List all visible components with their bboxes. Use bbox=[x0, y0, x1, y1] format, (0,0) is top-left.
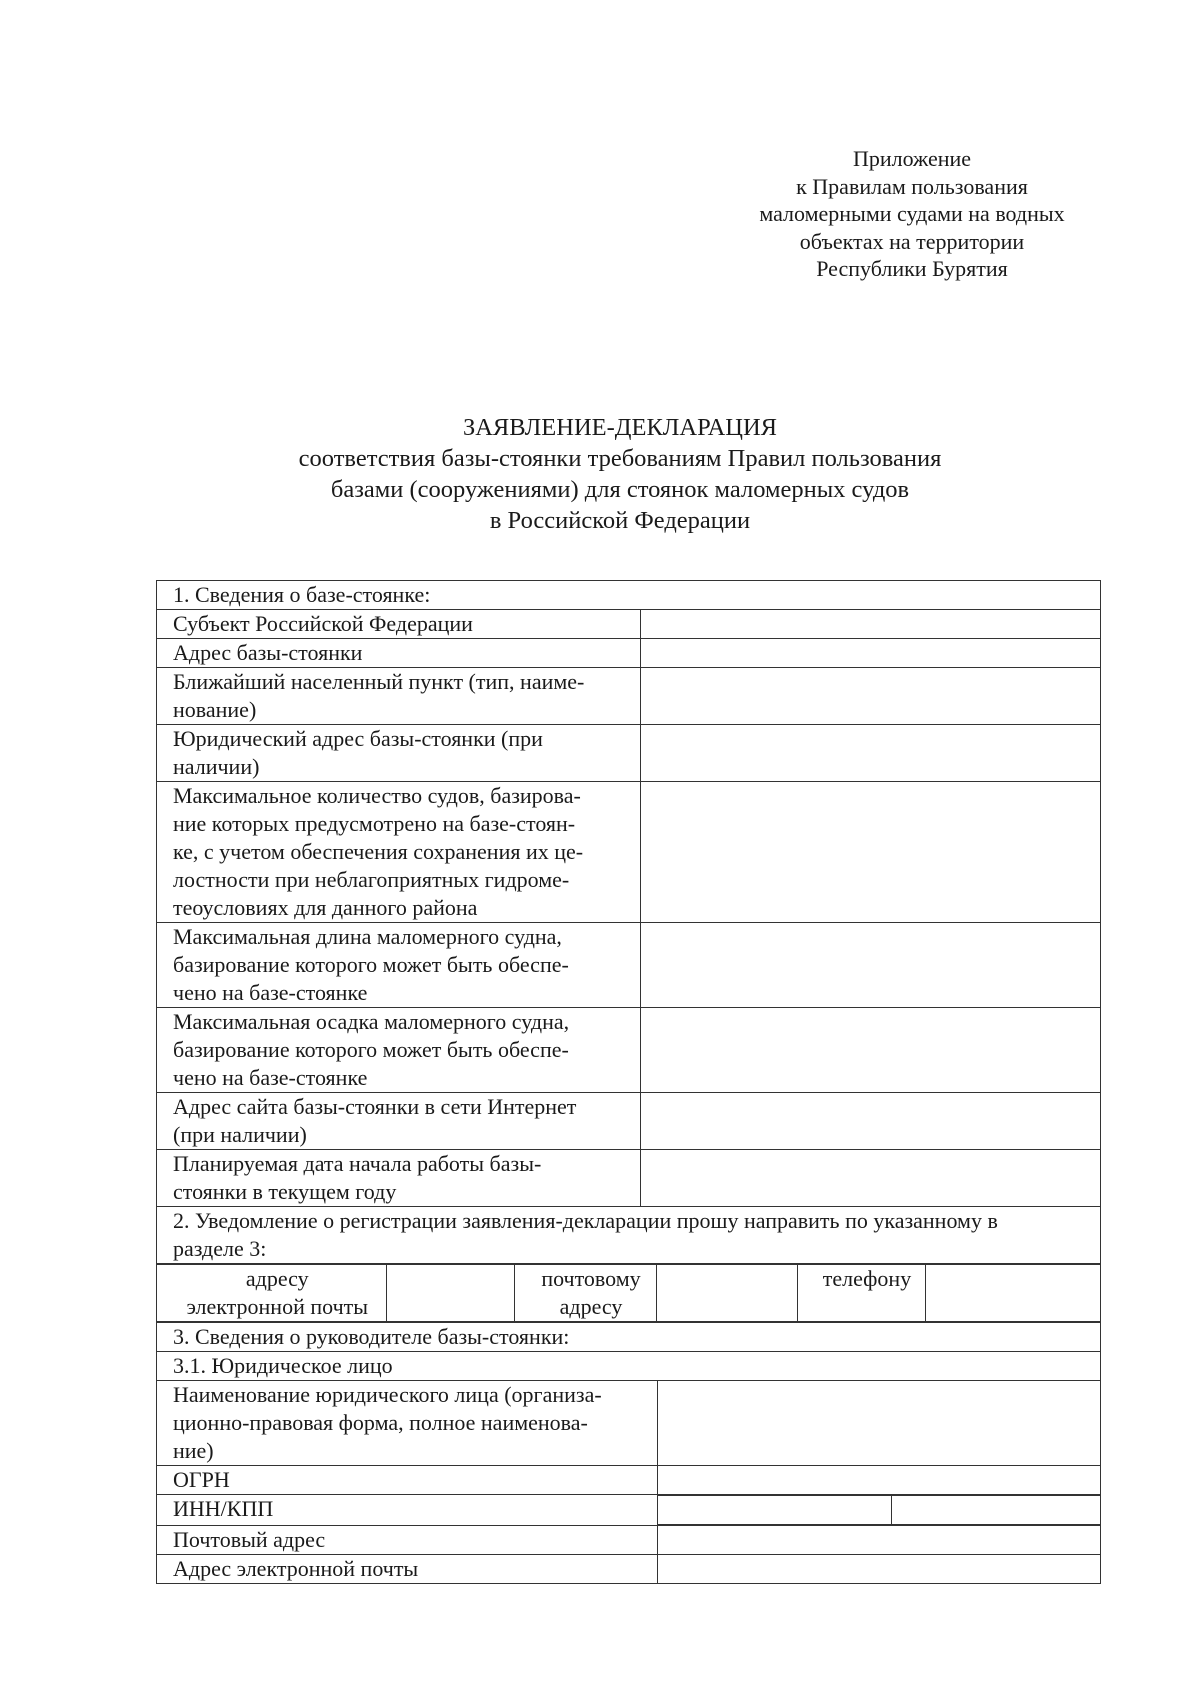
field-label-email: Адрес электронной почты bbox=[157, 1555, 658, 1584]
field-value-inn[interactable] bbox=[658, 1496, 891, 1525]
annex-note bbox=[742, 145, 1082, 283]
document-title bbox=[150, 412, 1090, 536]
section2-header: 2. Уведомление о регистрации заявления-декларации прошу направить по указанному в разделе 3: bbox=[157, 1207, 1101, 1264]
option-email-label: адресу электронной почты bbox=[157, 1265, 386, 1322]
field-value-email[interactable] bbox=[658, 1555, 1101, 1584]
field-value-start-date[interactable] bbox=[641, 1150, 1101, 1207]
field-value-inn-kpp bbox=[658, 1495, 1101, 1526]
title-heading: ЗАЯВЛЕНИЕ-ДЕКЛАРАЦИЯ bbox=[462, 414, 778, 441]
declaration-form bbox=[156, 580, 1101, 1584]
field-label-max-vessels: Максимальное количество судов, базирова- ние которых предусмотрено на базе-стоян- ке, с учетом обеспечения сохранения их це- лостности при неблагоприятных гидроме- теоусловиях для данного района bbox=[157, 782, 641, 923]
field-value-ogrn[interactable] bbox=[658, 1466, 1101, 1495]
field-value-max-draft[interactable] bbox=[641, 1008, 1101, 1093]
section1-header: 1. Сведения о базе-стоянке: bbox=[157, 581, 1101, 610]
field-value-nearest-settlement[interactable] bbox=[641, 668, 1101, 725]
field-label-ogrn: ОГРН bbox=[157, 1466, 658, 1495]
field-label-max-length: Максимальная длина маломерного судна, базирование которого может быть обеспе- чено на базе-стоянке bbox=[157, 923, 641, 1008]
title-line: соответствия базы-стоянки требованиям Правил пользования bbox=[298, 445, 942, 472]
field-value-website[interactable] bbox=[641, 1093, 1101, 1150]
option-phone-box[interactable] bbox=[925, 1265, 1101, 1322]
field-value-max-length[interactable] bbox=[641, 923, 1101, 1008]
field-label-website: Адрес сайта базы-стоянки в сети Интернет (при наличии) bbox=[157, 1093, 641, 1150]
field-value-subject[interactable] bbox=[641, 610, 1101, 639]
option-email-box[interactable] bbox=[386, 1265, 514, 1322]
option-postal-box[interactable] bbox=[656, 1265, 797, 1322]
section3-subheader: 3.1. Юридическое лицо bbox=[157, 1352, 1101, 1381]
title-line: в Российской Федерации bbox=[489, 507, 751, 534]
field-value-legal-address[interactable] bbox=[641, 725, 1101, 782]
field-value-postal-address[interactable] bbox=[658, 1526, 1101, 1555]
field-value-address[interactable] bbox=[641, 639, 1101, 668]
field-value-kpp[interactable] bbox=[891, 1496, 1101, 1525]
annex-line: Приложение bbox=[852, 146, 972, 171]
annex-line: маломерными судами на водных bbox=[759, 201, 1065, 226]
field-label-address: Адрес базы-стоянки bbox=[157, 639, 641, 668]
field-label-legal-entity-name: Наименование юридического лица (организа- ционно-правовая форма, полное наименова- ние) bbox=[157, 1381, 658, 1466]
option-postal-label: почтовому адресу bbox=[514, 1265, 656, 1322]
field-label-legal-address: Юридический адрес базы-стоянки (при наличии) bbox=[157, 725, 641, 782]
field-label-nearest-settlement: Ближайший населенный пункт (тип, наиме- нование) bbox=[157, 668, 641, 725]
section3-header: 3. Сведения о руководителе базы-стоянки: bbox=[157, 1323, 1101, 1352]
field-value-legal-entity-name[interactable] bbox=[658, 1381, 1101, 1466]
annex-line: к Правилам пользования bbox=[796, 173, 1028, 199]
field-label-postal-address: Почтовый адрес bbox=[157, 1526, 658, 1555]
field-label-start-date: Планируемая дата начала работы базы- стоянки в текущем году bbox=[157, 1150, 641, 1207]
field-label-inn-kpp: ИНН/КПП bbox=[157, 1495, 658, 1526]
title-line: базами (сооружениями) для стоянок маломерных судов bbox=[330, 476, 910, 503]
notification-options bbox=[157, 1264, 1101, 1323]
field-value-max-vessels[interactable] bbox=[641, 782, 1101, 923]
annex-line: объектах на территории bbox=[799, 228, 1025, 254]
annex-line: Республики Бурятия bbox=[816, 256, 1008, 281]
field-label-max-draft: Максимальная осадка маломерного судна, базирование которого может быть обеспе- чено на базе-стоянке bbox=[157, 1008, 641, 1093]
field-label-subject: Субъект Российской Федерации bbox=[157, 610, 641, 639]
option-phone-label: телефону bbox=[797, 1265, 925, 1322]
